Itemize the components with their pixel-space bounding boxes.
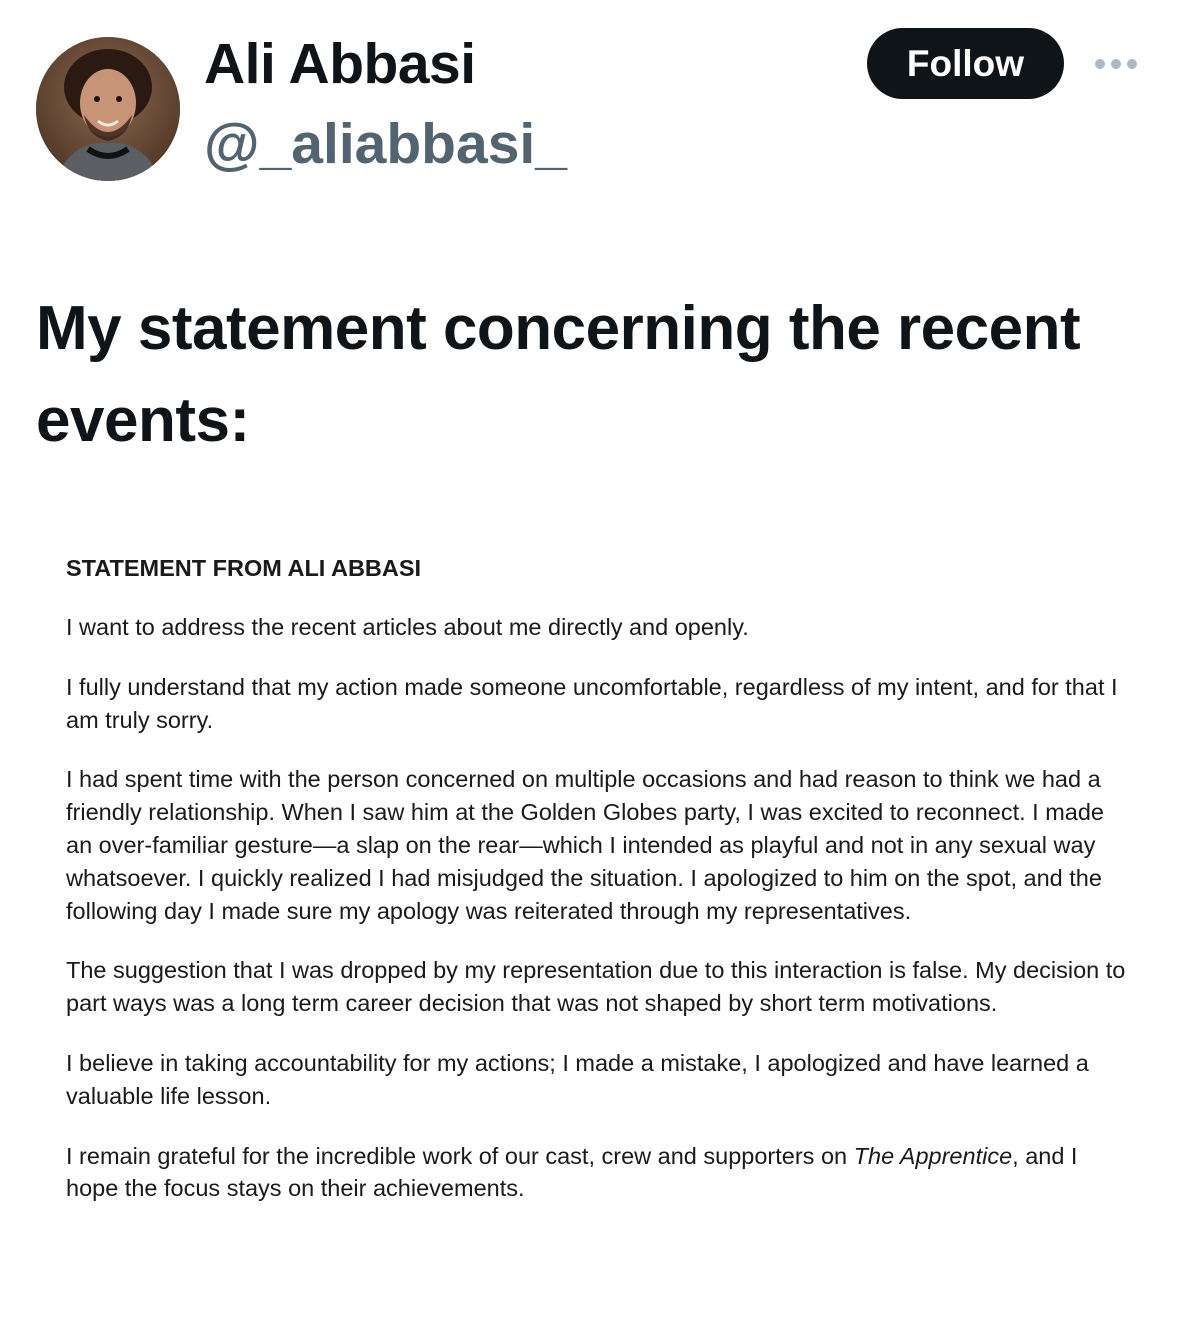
avatar[interactable] [36, 37, 180, 181]
follow-button[interactable]: Follow [867, 28, 1064, 99]
more-options-button[interactable] [1092, 48, 1140, 80]
statement-title: STATEMENT FROM ALI ABBASI [66, 555, 422, 581]
statement-image[interactable] [0, 530, 1179, 1290]
tweet-header [0, 0, 1179, 200]
statement-paragraph: The suggestion that I was dropped by my representation due to this interaction is false. My decision to part ways was a long term career decision that was not shaped by short term motivations. [66, 957, 1126, 1017]
statement-paragraph: I had spent time with the person concerned on multiple occasions and had reason to think we had a friendly relationship. When I saw him at the Golden Globes party, I was excited to reconnect. I made an over-familiar gesture—a slap on the rear—which I intended as playful and not in any sexual way whatsoever. I quickly realized I had misjudged the situation. I apologized to him on the spot, and the following day I made sure my apology was reiterated through my representatives. [66, 766, 1104, 924]
statement-paragraph: I fully understand that my action made someone uncomfortable, regardless of my intent, and for that I am truly sorry. [66, 673, 1118, 733]
statement-paragraph: I want to address the recent articles about me directly and openly. [66, 614, 749, 640]
user-handle[interactable]: @_aliabbasi_ [204, 112, 567, 176]
statement-document [66, 552, 1131, 1232]
statement-paragraph-last [66, 1140, 1131, 1206]
film-title: The Apprentice [853, 1142, 1013, 1169]
statement-text: , and I hope the focus stays on their achievements. [66, 1142, 1078, 1202]
tweet-text: My statement concerning the recent events: [36, 294, 1081, 455]
avatar-photo [36, 37, 180, 181]
statement-paragraph: I believe in taking accountability for my actions; I made a mistake, I apologized and have learned a valuable life lesson. [66, 1049, 1089, 1109]
more-horizontal-icon [1094, 58, 1138, 70]
user-name[interactable]: Ali Abbasi [204, 32, 476, 96]
statement-text: I remain grateful for the incredible work of our cast, crew and supporters on [66, 1142, 854, 1169]
